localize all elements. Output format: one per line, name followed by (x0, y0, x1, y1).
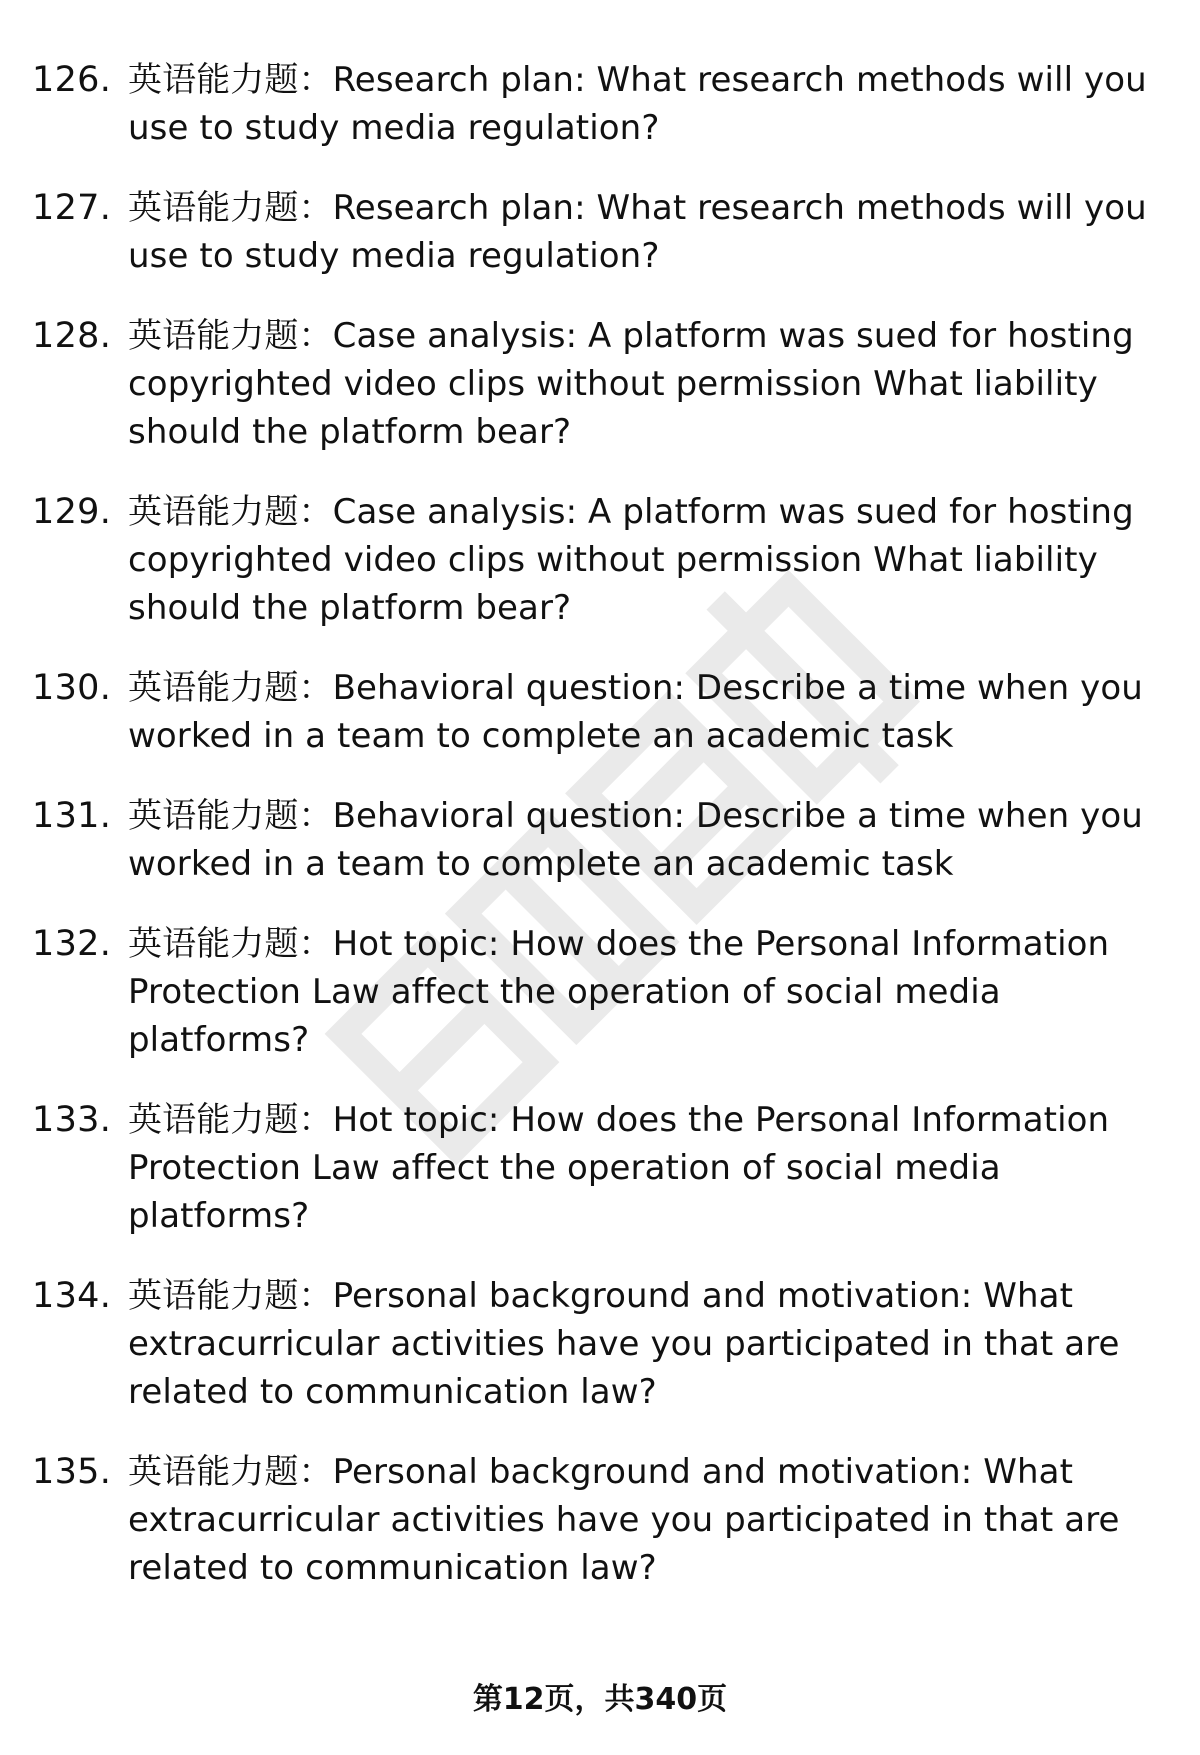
question-body (128, 1272, 1172, 1416)
question-number: 131. (32, 796, 112, 836)
list-item (32, 920, 1172, 1064)
question-text: Behavioral question: Describe a time when you worked in a team to complete an academic task (128, 796, 1143, 884)
question-number: 128. (32, 316, 112, 356)
question-tag: 英语能力题： (128, 316, 333, 356)
question-tag: 英语能力题： (128, 924, 333, 964)
question-tag: 英语能力题： (128, 1100, 333, 1140)
question-text: Case analysis: A platform was sued for hosting copyrighted video clips without permission What liability should the platform bear? (128, 492, 1134, 628)
question-text: Case analysis: A platform was sued for hosting copyrighted video clips without permission What liability should the platform bear? (128, 316, 1134, 452)
question-number: 130. (32, 668, 112, 708)
question-text: Personal background and motivation: What extracurricular activities have you participated in that are related to communication law? (128, 1276, 1120, 1412)
question-number: 134. (32, 1276, 112, 1316)
question-number: 132. (32, 924, 112, 964)
question-body (128, 920, 1172, 1064)
question-text: Research plan: What research methods will you use to study media regulation? (128, 188, 1147, 276)
question-text: Personal background and motivation: What extracurricular activities have you participated in that are related to communication law? (128, 1452, 1120, 1588)
question-body (128, 488, 1172, 632)
question-tag: 英语能力题： (128, 796, 333, 836)
question-number: 129. (32, 492, 112, 532)
list-item (32, 1096, 1172, 1240)
list-item (32, 488, 1172, 632)
question-tag: 英语能力题： (128, 60, 333, 100)
list-item (32, 312, 1172, 456)
question-number: 126. (32, 60, 112, 100)
question-text: Research plan: What research methods will you use to study media regulation? (128, 60, 1147, 148)
list-item (32, 184, 1172, 280)
question-number: 133. (32, 1100, 112, 1140)
question-body (128, 792, 1172, 888)
question-body (128, 1448, 1172, 1592)
question-tag: 英语能力题： (128, 492, 333, 532)
list-item (32, 56, 1172, 152)
list-item (32, 664, 1172, 760)
question-tag: 英语能力题： (128, 1276, 333, 1316)
list-item (32, 1272, 1172, 1416)
question-tag: 英语能力题： (128, 1452, 333, 1492)
question-body (128, 1096, 1172, 1240)
question-text: Behavioral question: Describe a time when you worked in a team to complete an academic task (128, 668, 1143, 756)
question-body (128, 56, 1172, 152)
page-number-footer: 第12页，共340页 (472, 1682, 728, 1717)
question-tag: 英语能力题： (128, 668, 333, 708)
question-body (128, 184, 1172, 280)
question-text: Hot topic: How does the Personal Information Protection Law affect the operation of social media platforms? (128, 1100, 1110, 1236)
list-item (32, 792, 1172, 888)
question-body (128, 312, 1172, 456)
question-number: 127. (32, 188, 112, 228)
question-list (32, 56, 1172, 1624)
question-tag: 英语能力题： (128, 188, 333, 228)
question-number: 135. (32, 1452, 112, 1492)
list-item (32, 1448, 1172, 1592)
question-body (128, 664, 1172, 760)
question-text: Hot topic: How does the Personal Information Protection Law affect the operation of social media platforms? (128, 924, 1110, 1060)
